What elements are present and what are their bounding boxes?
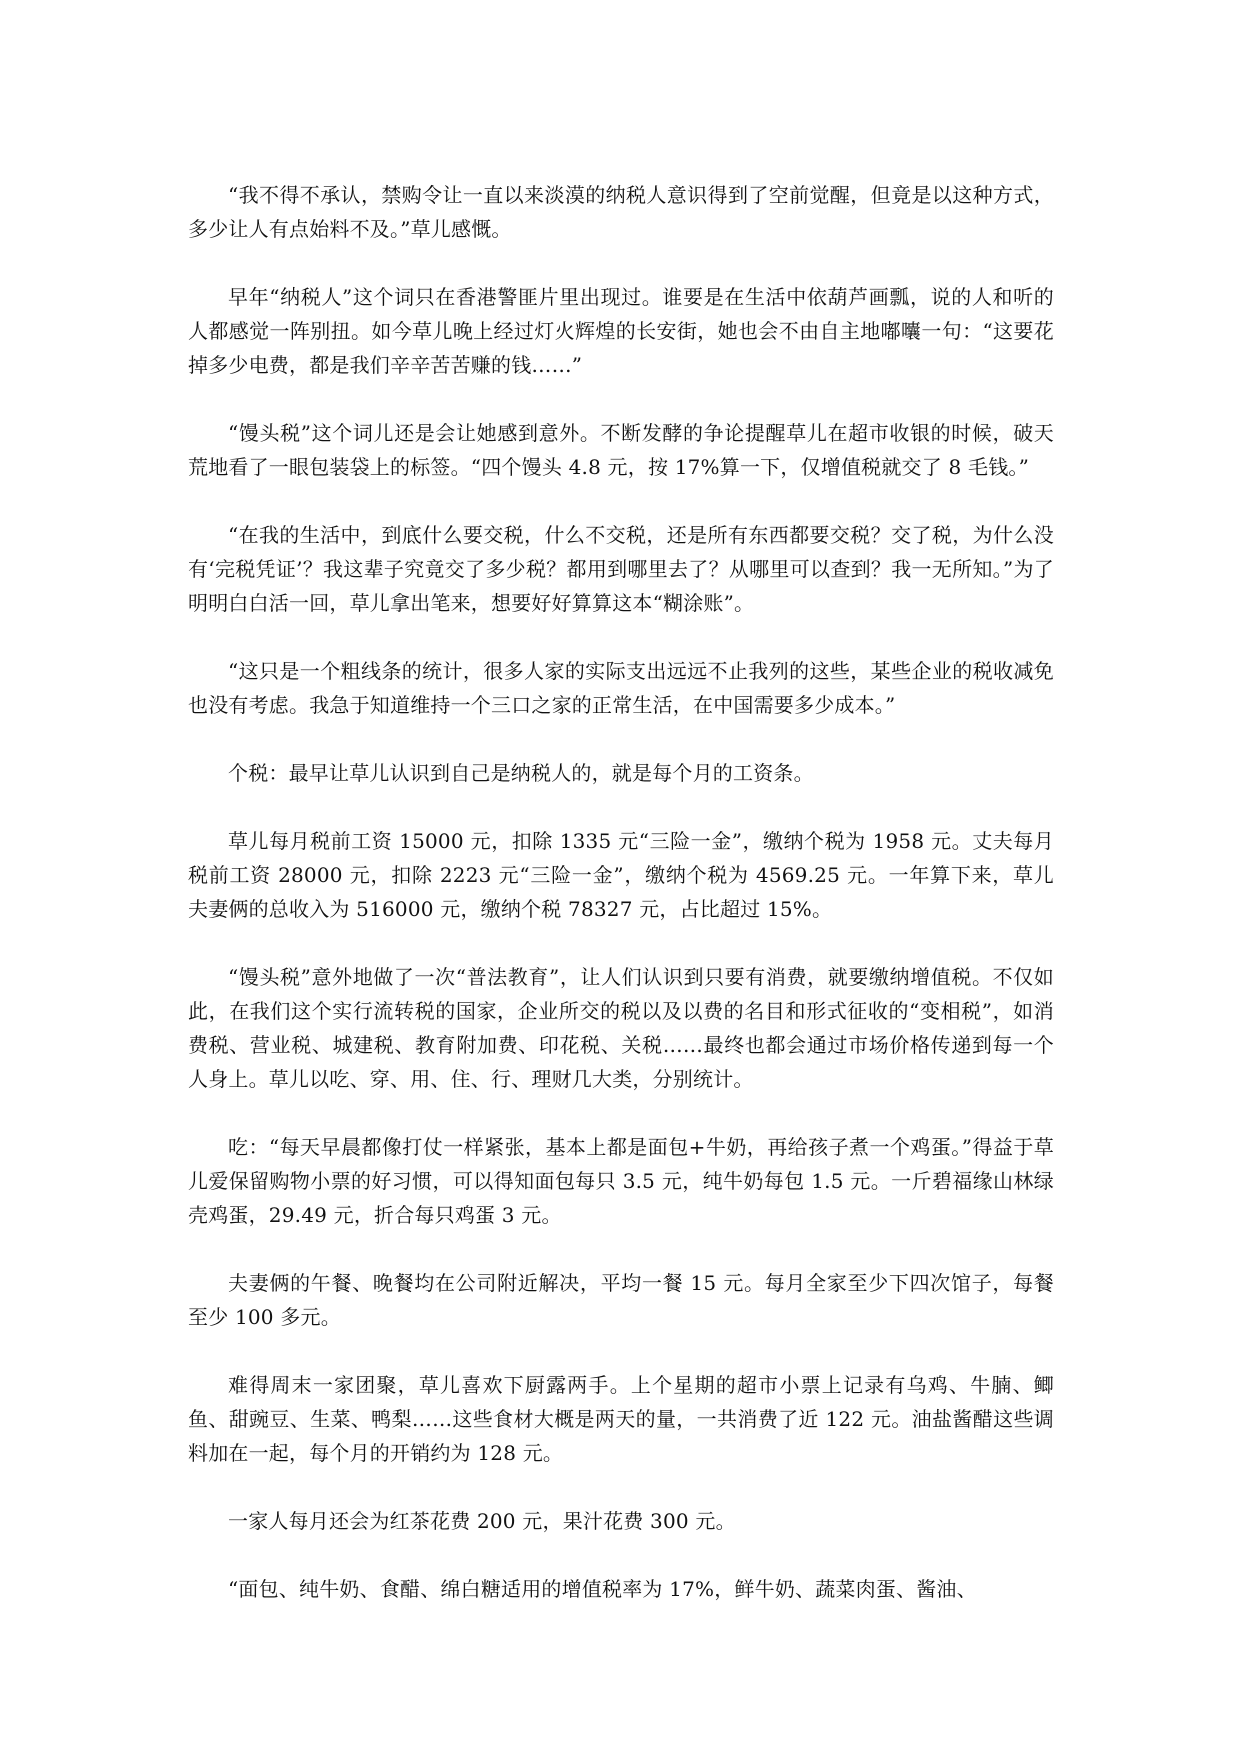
paragraph-8: “馒头税”意外地做了一次“普法教育”，让人们认识到只要有消费，就要缴纳增值税。不仅如此，在我们这个实行流转税的国家，企业所交的税以及以费的名目和形式征收的“变相税”，如消费税、营业税、城建税、教育附加费、印花税、关税……最终也都会通过市场价格传递到每一个人身上。草儿以吃、穿、用、住、行、理财几大类，分别统计。 [188,965,1054,1091]
paragraph-11: 难得周末一家团聚，草儿喜欢下厨露两手。上个星期的超市小票上记录有乌鸡、牛腩、鲫鱼、甜豌豆、生菜、鸭梨……这些食材大概是两天的量，一共消费了近 122 元。油盐酱醋这些调料加在一起，每个月的开销约为 128 元。 [188,1373,1054,1465]
paragraph-5: “这只是一个粗线条的统计，很多人家的实际支出远远不止我列的这些，某些企业的税收减免也没有考虑。我急于知道维持一个三口之家的正常生活，在中国需要多少成本。” [188,659,1054,717]
paragraph-6: 个税：最早让草儿认识到自己是纳税人的，就是每个月的工资条。 [228,761,814,785]
paragraph-4: “在我的生活中，到底什么要交税，什么不交税，还是所有东西都要交税？交了税，为什么没有‘完税凭证’？我这辈子究竟交了多少税？都用到哪里去了？从哪里可以查到？我一无所知。”为了明明白白活一回，草儿拿出笔来，想要好好算算这本“糊涂账”。 [188,523,1054,615]
paragraph-3: “馒头税”这个词儿还是会让她感到意外。不断发酵的争论提醒草儿在超市收银的时候，破天荒地看了一眼包装袋上的标签。“四个馒头 4.8 元，按 17%算一下，仅增值税就交了 8 毛钱。” [188,421,1054,479]
article-body [188,178,1054,1606]
paragraph-12: 一家人每月还会为红茶花费 200 元，果汁花费 300 元。 [228,1509,736,1533]
paragraph-9: 吃：“每天早晨都像打仗一样紧张，基本上都是面包+牛奶，再给孩子煮一个鸡蛋。”得益于草儿爱保留购物小票的好习惯，可以得知面包每只 3.5 元，纯牛奶每包 1.5 元。一斤碧福缘山林绿壳鸡蛋，29.49 元，折合每只鸡蛋 3 元。 [188,1135,1054,1227]
paragraph-10: 夫妻俩的午餐、晚餐均在公司附近解决，平均一餐 15 元。每月全家至少下四次馆子，每餐至少 100 多元。 [188,1271,1054,1329]
paragraph-1: “我不得不承认，禁购令让一直以来淡漠的纳税人意识得到了空前觉醒，但竟是以这种方式，多少让人有点始料不及。”草儿感慨。 [188,183,1054,241]
paragraph-7: 草儿每月税前工资 15000 元，扣除 1335 元“三险一金”，缴纳个税为 1958 元。丈夫每月税前工资 28000 元，扣除 2223 元“三险一金”，缴纳个税为 4569.25 元。一年算下来，草儿夫妻俩的总收入为 516000 元，缴纳个税 78327 元，占比超过 15%。 [188,829,1054,921]
paragraph-13: “面包、纯牛奶、食醋、绵白糖适用的增值税率为 17%，鲜牛奶、蔬菜肉蛋、酱油、 [228,1577,977,1601]
paragraph-2: 早年“纳税人”这个词只在香港警匪片里出现过。谁要是在生活中依葫芦画瓢，说的人和听的人都感觉一阵别扭。如今草儿晚上经过灯火辉煌的长安街，她也会不由自主地嘟囔一句：“这要花掉多少电费，都是我们辛辛苦苦赚的钱……” [188,285,1054,377]
